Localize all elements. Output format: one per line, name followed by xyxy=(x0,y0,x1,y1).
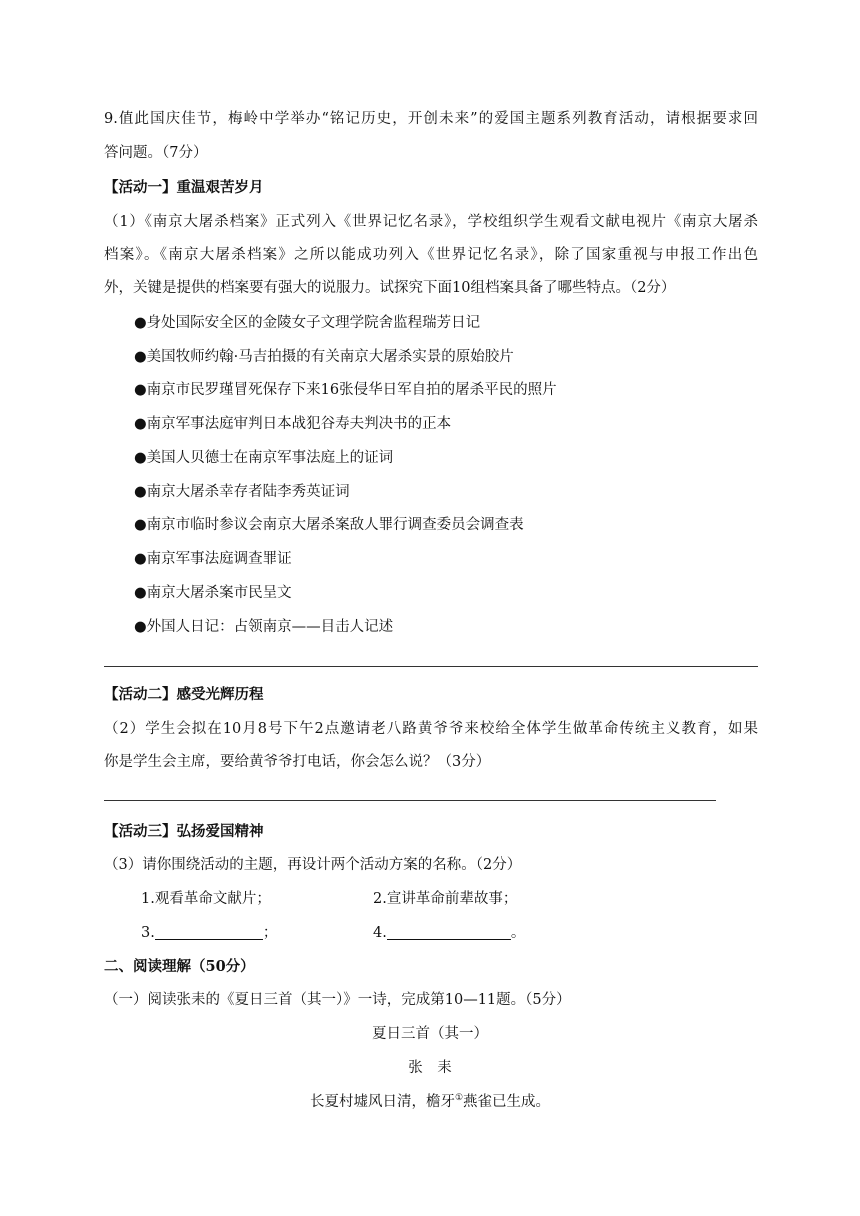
archive-list-item: ●美国人贝德士在南京军事法庭上的证词 xyxy=(134,450,394,466)
q9-line-1: 9.值此国庆佳节，梅岭中学举办“铭记历史，开创未来”的爱国主题系列教育活动，请根据要求回 xyxy=(104,111,758,127)
activity3-prompt: （3）请你围绕活动的主题，再设计两个活动方案的名称。（2分） xyxy=(104,857,522,873)
activity2-paragraph-line-2: 你是学生会主席，要给黄爷爷打电话，你会怎么说？（3分） xyxy=(104,754,491,770)
option-3-suffix: ； xyxy=(262,925,278,941)
activity1-paragraph-line-3: 外，关键是提供的档案要有强大的说服力。试探究下面10组档案具备了哪些特点。（2分） xyxy=(104,280,676,296)
archive-list-item: ●南京大屠杀幸存者陆李秀英证词 xyxy=(134,484,350,500)
section2-subheading: （一）阅读张耒的《夏日三首（其一）》一诗，完成第10—11题。（5分） xyxy=(104,992,571,1008)
activity-option-2: 2.宣讲革命前辈故事； xyxy=(373,891,518,907)
option-4-blank[interactable] xyxy=(387,923,511,940)
poem-author: 张 耒 xyxy=(408,1060,452,1076)
q9-line-2: 答问题。（7分） xyxy=(104,145,208,161)
archive-list-item: ●南京市民罗瑾冒死保存下来16张侵华日军自拍的屠杀平民的照片 xyxy=(134,382,557,398)
activity2-paragraph-line-1: （2）学生会拟在10月8号下午2点邀请老八路黄爷爷来校给全体学生做革命传统主义教育，如果 xyxy=(104,721,758,737)
option-3-blank[interactable] xyxy=(155,923,263,940)
poem-line-1-part-b: 燕雀已生成。 xyxy=(463,1094,551,1110)
section2-heading: 二、阅读理解（50分） xyxy=(104,958,255,975)
poem-line-1 xyxy=(0,1092,860,1112)
answer-line-1[interactable] xyxy=(104,666,758,667)
activity1-paragraph-line-2: 档案》。《南京大屠杀档案》之所以能成功列入《世界记忆名录》，除了国家重视与申报工作出色 xyxy=(104,247,758,263)
archive-list-item: ●南京大屠杀案市民呈文 xyxy=(134,585,292,601)
option-4-number: 4. xyxy=(373,925,387,941)
option-3-number: 3. xyxy=(141,925,155,941)
answer-line-2[interactable] xyxy=(104,800,716,801)
activity-option-4 xyxy=(373,923,525,943)
activity1-paragraph-line-1: （1）《南京大屠杀档案》正式列入《世界记忆名录》，学校组织学生观看文献电视片《南京大屠杀 xyxy=(104,214,758,230)
activity3-heading: 【活动三】弘扬爱国精神 xyxy=(104,823,264,840)
activity-option-3 xyxy=(141,923,277,943)
archive-list-item: ●身处国际安全区的金陵女子文理学院舍监程瑞芳日记 xyxy=(134,315,481,331)
poem-line-1-part-a: 长夏村墟风日清，檐牙 xyxy=(309,1094,455,1110)
poem-title: 夏日三首（其一） xyxy=(372,1026,488,1042)
archive-list-item: ●南京市临时参议会南京大屠杀案敌人罪行调查委员会调查表 xyxy=(134,517,524,533)
option-4-suffix: 。 xyxy=(510,925,526,941)
activity-option-1: 1.观看革命文献片； xyxy=(141,891,271,907)
archive-list-item: ●外国人日记：占领南京——目击人记述 xyxy=(134,619,394,635)
archive-list-item: ●南京军事法庭审判日本战犯谷寿夫判决书的正本 xyxy=(134,416,452,432)
archive-list-item: ●美国牧师约翰·马吉拍摄的有关南京大屠杀实景的原始胶片 xyxy=(134,349,514,365)
activity1-heading: 【活动一】重温艰苦岁月 xyxy=(104,179,264,196)
footnote-marker: ① xyxy=(454,1093,464,1104)
archive-list-item: ●南京军事法庭调查罪证 xyxy=(134,551,292,567)
activity2-heading: 【活动二】感受光辉历程 xyxy=(104,686,264,703)
